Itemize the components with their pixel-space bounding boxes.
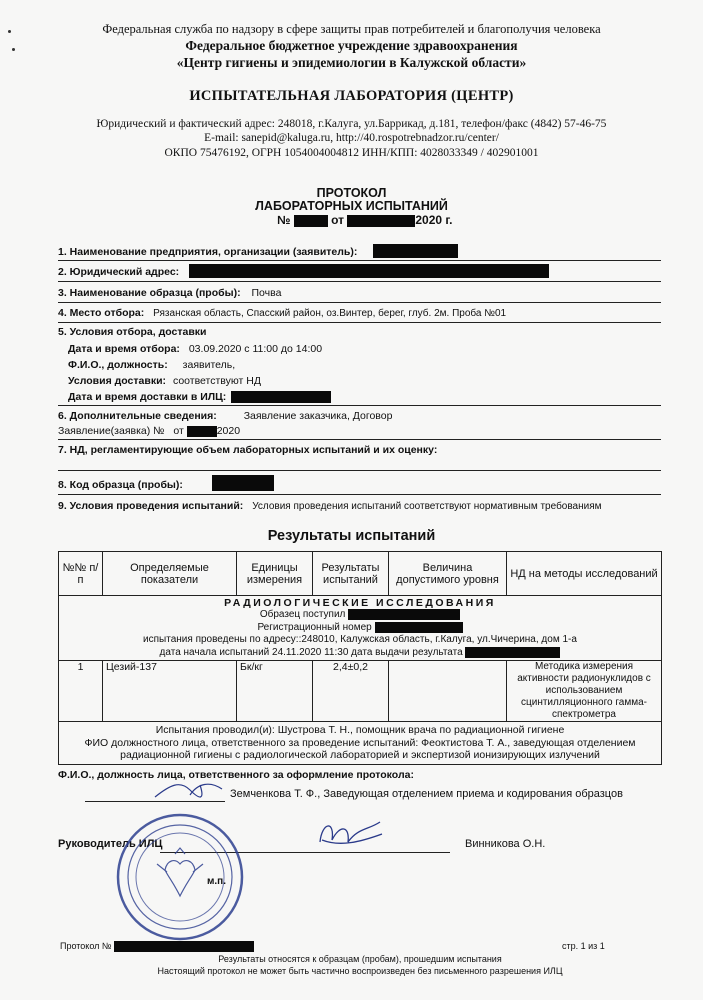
section-9-label: 9. Условия проведения испытаний:: [58, 500, 244, 512]
protocol-number-line: [277, 213, 477, 227]
head-label: Руководитель ИЛЦ: [58, 838, 163, 850]
section-5-label: 5. Условия отбора, доставки: [58, 326, 207, 338]
registration-label: Регистрационный номер: [257, 621, 372, 633]
institution-line: Федеральное бюджетное учреждение здравоохранения: [185, 38, 518, 53]
section-2-label: 2. Юридический адрес:: [58, 266, 180, 278]
sampling-date: [68, 343, 322, 355]
protocol-footer-label: [60, 941, 254, 952]
redaction: [294, 215, 328, 227]
dates-line: [62, 647, 658, 660]
sampler-fio-label: Ф.И.О., должность:: [68, 359, 168, 371]
section-1-label: 1. Наименование предприятия, организации (заявитель):: [58, 246, 358, 258]
from-label: от: [331, 213, 344, 227]
redaction: [465, 647, 560, 658]
footer-note-2: Настоящий протокол не может быть частично воспроизведен без письменного разрешения ИЛЦ: [157, 966, 563, 976]
head-name: Винникова О.Н.: [465, 838, 546, 850]
column-header: НД на методы исследований: [507, 552, 662, 596]
delivery-date-label: Дата и время доставки в ИЛЦ:: [68, 391, 227, 403]
page-number: стр. 1 из 1: [562, 941, 605, 951]
section-3: [58, 287, 281, 299]
agency-line: Федеральная служба по надзору в сфере защиты прав потребителей и благополучия человека: [102, 22, 601, 36]
address-line: Юридический и фактический адрес: 248018, г.Калуга, ул.Баррикад, д.181, телефон/факс (4842) 57-46-75: [96, 118, 607, 130]
table-row: [59, 661, 662, 722]
cell-method: Методика измерения активности радионуклидов с использованием сцинтилляционного гамма-спектрометра: [507, 661, 662, 722]
number-prefix: №: [277, 213, 291, 227]
redaction: [212, 475, 274, 491]
scan-dot: [12, 48, 15, 51]
section-9-value: Условия проведения испытаний соответствуют нормативным требованиям: [252, 501, 602, 512]
sample-received-label: Образец поступил: [259, 609, 346, 621]
section-9: [58, 500, 602, 512]
section-3-label: 3. Наименование образца (пробы):: [58, 287, 241, 299]
signature-vinnikova: [310, 812, 390, 857]
redaction: [189, 264, 549, 278]
responsible-value: Земченкова Т. Ф., Заведующая отделением приема и кодирования образцов: [230, 788, 623, 800]
redaction: [347, 215, 415, 227]
redaction: [375, 622, 463, 633]
column-header: Единицы измерения: [237, 552, 313, 596]
table-header-row: [59, 552, 662, 596]
section-7-label: 7. НД, регламентирующие объем лабораторных испытаний и их оценку:: [58, 444, 438, 456]
registration-line: [62, 622, 658, 635]
application-year: 2020: [216, 425, 241, 437]
codes-line: ОКПО 75476192, ОГРН 1054004004812 ИНН/КПП: 4028033349 / 402901001: [164, 147, 539, 159]
section-6-value: Заявление заказчика, Договор: [243, 410, 393, 422]
section-4-label: 4. Место отбора:: [58, 307, 145, 319]
section-6-label: 6. Дополнительные сведения:: [58, 410, 217, 422]
footer-note-1: Результаты относятся к образцам (пробам), прошедшим испытания: [218, 954, 502, 964]
tested-address: испытания проведены по адресу::248010, Калужская область, г.Калуга, ул.Чичерина, дом 1-а: [143, 634, 577, 646]
delivery-date: [68, 391, 331, 403]
sampler-fio-value: заявитель,: [182, 359, 236, 371]
column-header: №№ п/п: [59, 552, 103, 596]
signature-zemchenkova: [150, 775, 230, 805]
column-header: Результаты испытаний: [313, 552, 389, 596]
delivery-conditions: [68, 375, 261, 387]
redaction: [348, 609, 460, 620]
cell-limit: [389, 661, 507, 722]
section-6: [58, 410, 392, 422]
group-title: РАДИОЛОГИЧЕСКИЕ ИССЛЕДОВАНИЯ: [224, 597, 496, 609]
section-4-value: Рязанская область, Спасский район, оз.Винтер, берег, глуб. 2м. Проба №01: [153, 308, 507, 319]
cell-indicator: Цезий-137: [103, 661, 237, 722]
delivery-conditions-value: соответствуют НД: [172, 375, 261, 387]
signatures-row: [59, 722, 662, 765]
protocol-footer-text: Протокол №: [60, 941, 112, 951]
results-table: [58, 551, 662, 765]
scan-dot: [8, 30, 11, 33]
responsible-label: Ф.И.О., должность лица, ответственного за оформление протокола:: [58, 769, 414, 781]
center-name-line: «Центр гигиены и эпидемиологии в Калужской области»: [176, 55, 527, 70]
section-3-value: Почва: [251, 287, 282, 299]
sampling-date-label: Дата и время отбора:: [68, 343, 180, 355]
redaction: [373, 244, 458, 258]
application-from-label: от: [173, 425, 184, 437]
contacts-line: E-mail: sanepid@kaluga.ru, http://40.rospotrebnadzor.ru/center/: [204, 132, 499, 144]
section-6-line2: [58, 425, 240, 437]
responsible-person: ФИО должностного лица, ответственного за проведение испытаний: Феоктистова Т. А., заведующая отделением радиационной гигиены с радиологической лабораторией и экспертизой ионизирующих излучений: [84, 736, 636, 762]
protocol-year: 2020 г.: [415, 213, 453, 227]
protocol-title: ПРОТОКОЛ: [316, 186, 387, 200]
performed-by: Испытания проводил(и): Шустрова Т. Н., помощник врача по радиационной гигиене: [155, 724, 565, 737]
results-title: Результаты испытаний: [267, 528, 436, 544]
sample-received-line: [62, 609, 658, 622]
sampling-date-value: 03.09.2020 с 11:00 до 14:00: [188, 343, 323, 355]
redaction: [114, 941, 254, 952]
stamp-mark: м.п.: [207, 876, 226, 887]
official-stamp: [95, 812, 265, 942]
column-header: Величина допустимого уровня: [389, 552, 507, 596]
section-4: [58, 307, 506, 319]
delivery-conditions-label: Условия доставки:: [68, 375, 167, 387]
protocol-subtitle: ЛАБОРАТОРНЫХ ИСПЫТАНИЙ: [255, 199, 448, 213]
redaction: [187, 426, 217, 437]
redaction: [231, 391, 331, 403]
sampler-fio: [68, 359, 235, 371]
cell-unit: Бк/кг: [237, 661, 313, 722]
application-number-label: Заявление(заявка) №: [58, 425, 165, 437]
cell-result: 2,4±0,2: [313, 661, 389, 722]
column-header: Определяемые показатели: [103, 552, 237, 596]
dates-label: дата начала испытаний 24.11.2020 11:30 дата выдачи результата: [159, 646, 463, 658]
section-8-label: 8. Код образца (пробы):: [58, 479, 183, 491]
lab-title: ИСПЫТАТЕЛЬНАЯ ЛАБОРАТОРИЯ (ЦЕНТР): [189, 88, 514, 104]
group-row: [59, 596, 662, 661]
cell-num: 1: [59, 661, 103, 722]
